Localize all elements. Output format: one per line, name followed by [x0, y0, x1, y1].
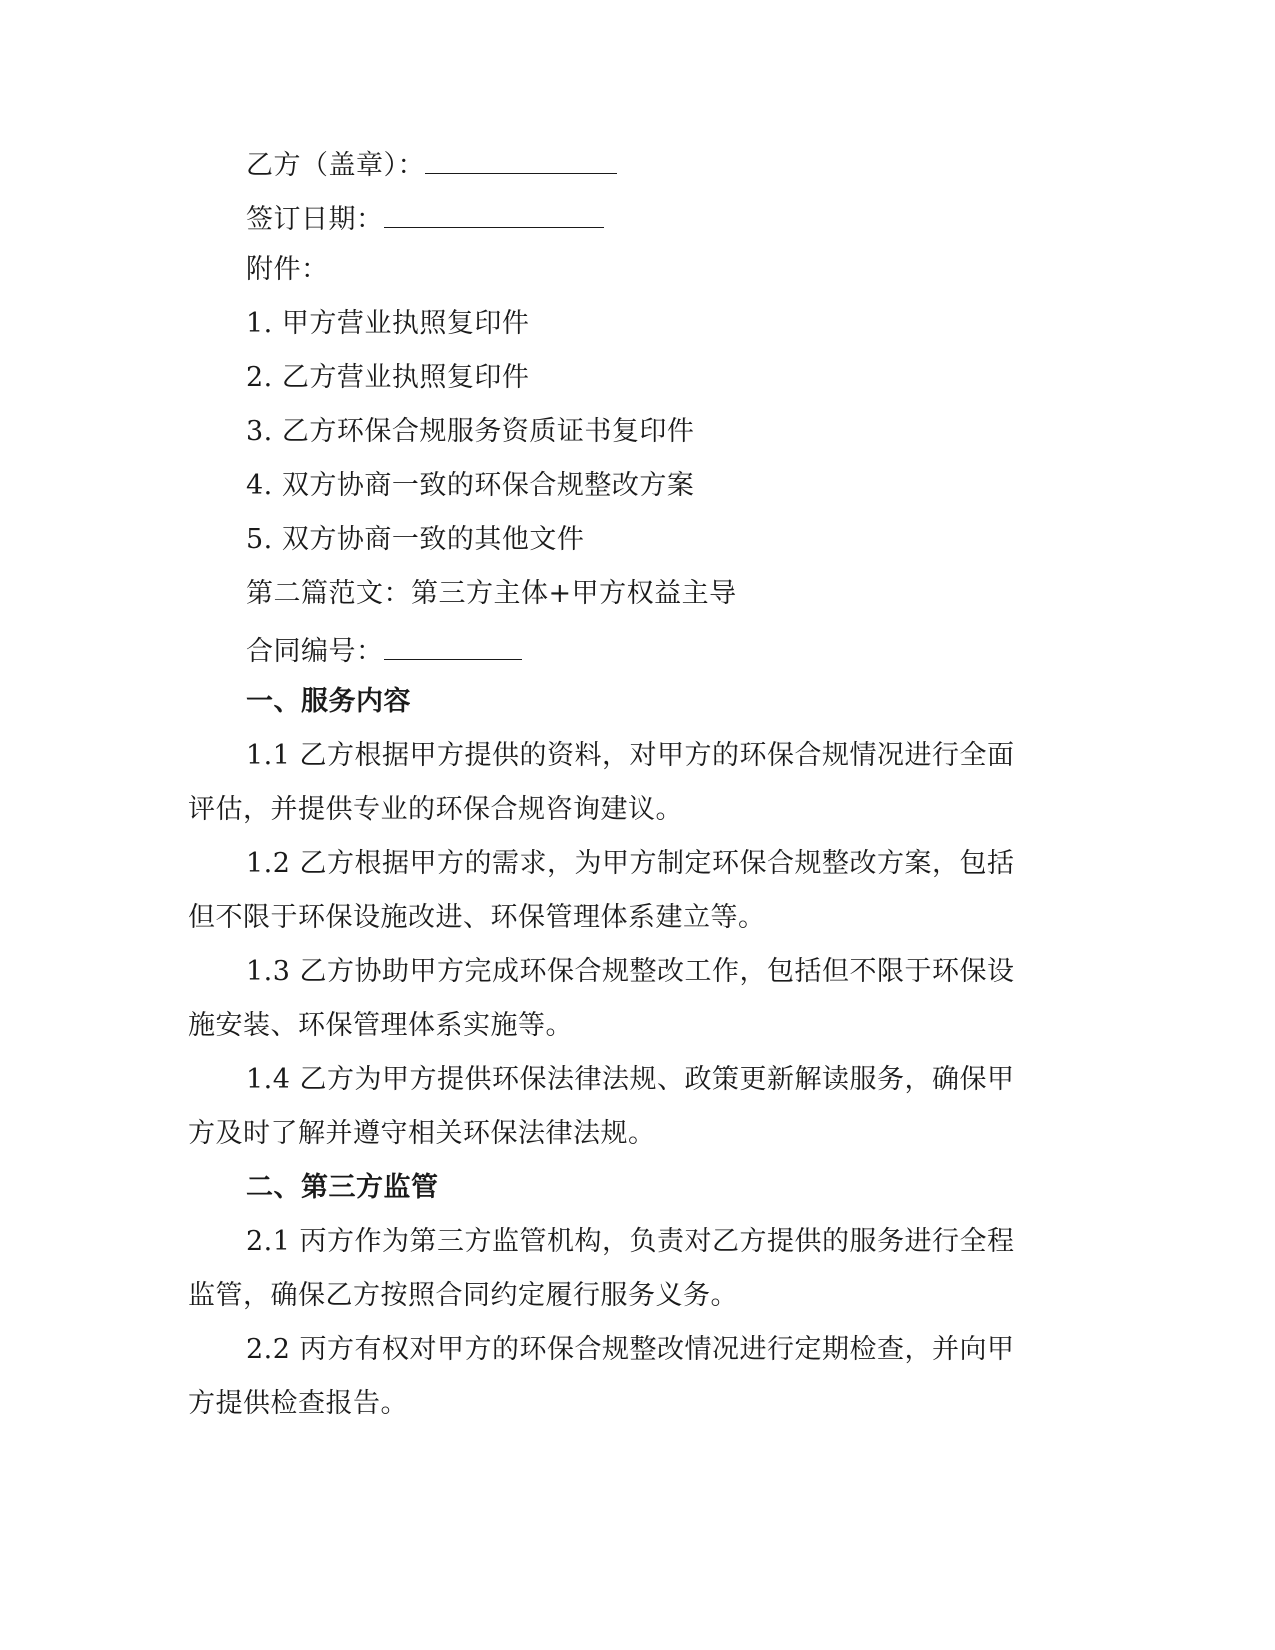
party-b-seal-label: 乙方（盖章）：: [246, 150, 425, 181]
attachment-item: 1. 甲方营业执照复印件: [246, 308, 530, 339]
attachment-item: 2. 乙方营业执照复印件: [246, 362, 530, 393]
clause-1-3-line1: 1.3 乙方协助甲方完成环保合规整改工作，包括但不限于环保设: [246, 956, 1015, 987]
attachment-item: 3. 乙方环保合规服务资质证书复印件: [246, 416, 695, 447]
sign-date-line: [246, 199, 604, 237]
section-heading-third-party-supervision: 二、第三方监管: [246, 1172, 439, 1203]
clause-1-1-line2: 评估，并提供专业的环保合规咨询建议。: [188, 794, 683, 825]
sign-date-blank: [384, 199, 604, 228]
contract-number-line: [246, 631, 522, 669]
attachment-item: 5. 双方协商一致的其他文件: [246, 524, 585, 555]
party-b-seal-blank: [425, 145, 617, 174]
clause-2-2-line2: 方提供检查报告。: [188, 1388, 408, 1419]
clause-2-1-line2: 监管，确保乙方按照合同约定履行服务义务。: [188, 1280, 738, 1311]
party-b-seal-line: [246, 145, 617, 183]
sign-date-label: 签订日期：: [246, 204, 384, 235]
clause-1-3-line2: 施安装、环保管理体系实施等。: [188, 1010, 573, 1041]
clause-1-2-line1: 1.2 乙方根据甲方的需求，为甲方制定环保合规整改方案，包括: [246, 848, 1015, 879]
clause-1-4-line2: 方及时了解并遵守相关环保法律法规。: [188, 1118, 656, 1149]
contract-number-label: 合同编号：: [246, 636, 384, 667]
attachments-title: 附件：: [246, 254, 329, 285]
contract-number-blank: [384, 631, 522, 660]
clause-2-2-line1: 2.2 丙方有权对甲方的环保合规整改情况进行定期检查，并向甲: [246, 1334, 1015, 1365]
clause-1-1-line1: 1.1 乙方根据甲方提供的资料，对甲方的环保合规情况进行全面: [246, 740, 1015, 771]
second-sample-title: 第二篇范文：第三方主体+甲方权益主导: [246, 578, 737, 609]
attachment-item: 4. 双方协商一致的环保合规整改方案: [246, 470, 695, 501]
clause-1-4-line1: 1.4 乙方为甲方提供环保法律法规、政策更新解读服务，确保甲: [246, 1064, 1015, 1095]
section-heading-service-content: 一、服务内容: [246, 686, 411, 717]
clause-2-1-line1: 2.1 丙方作为第三方监管机构，负责对乙方提供的服务进行全程: [246, 1226, 1015, 1257]
clause-1-2-line2: 但不限于环保设施改进、环保管理体系建立等。: [188, 902, 766, 933]
